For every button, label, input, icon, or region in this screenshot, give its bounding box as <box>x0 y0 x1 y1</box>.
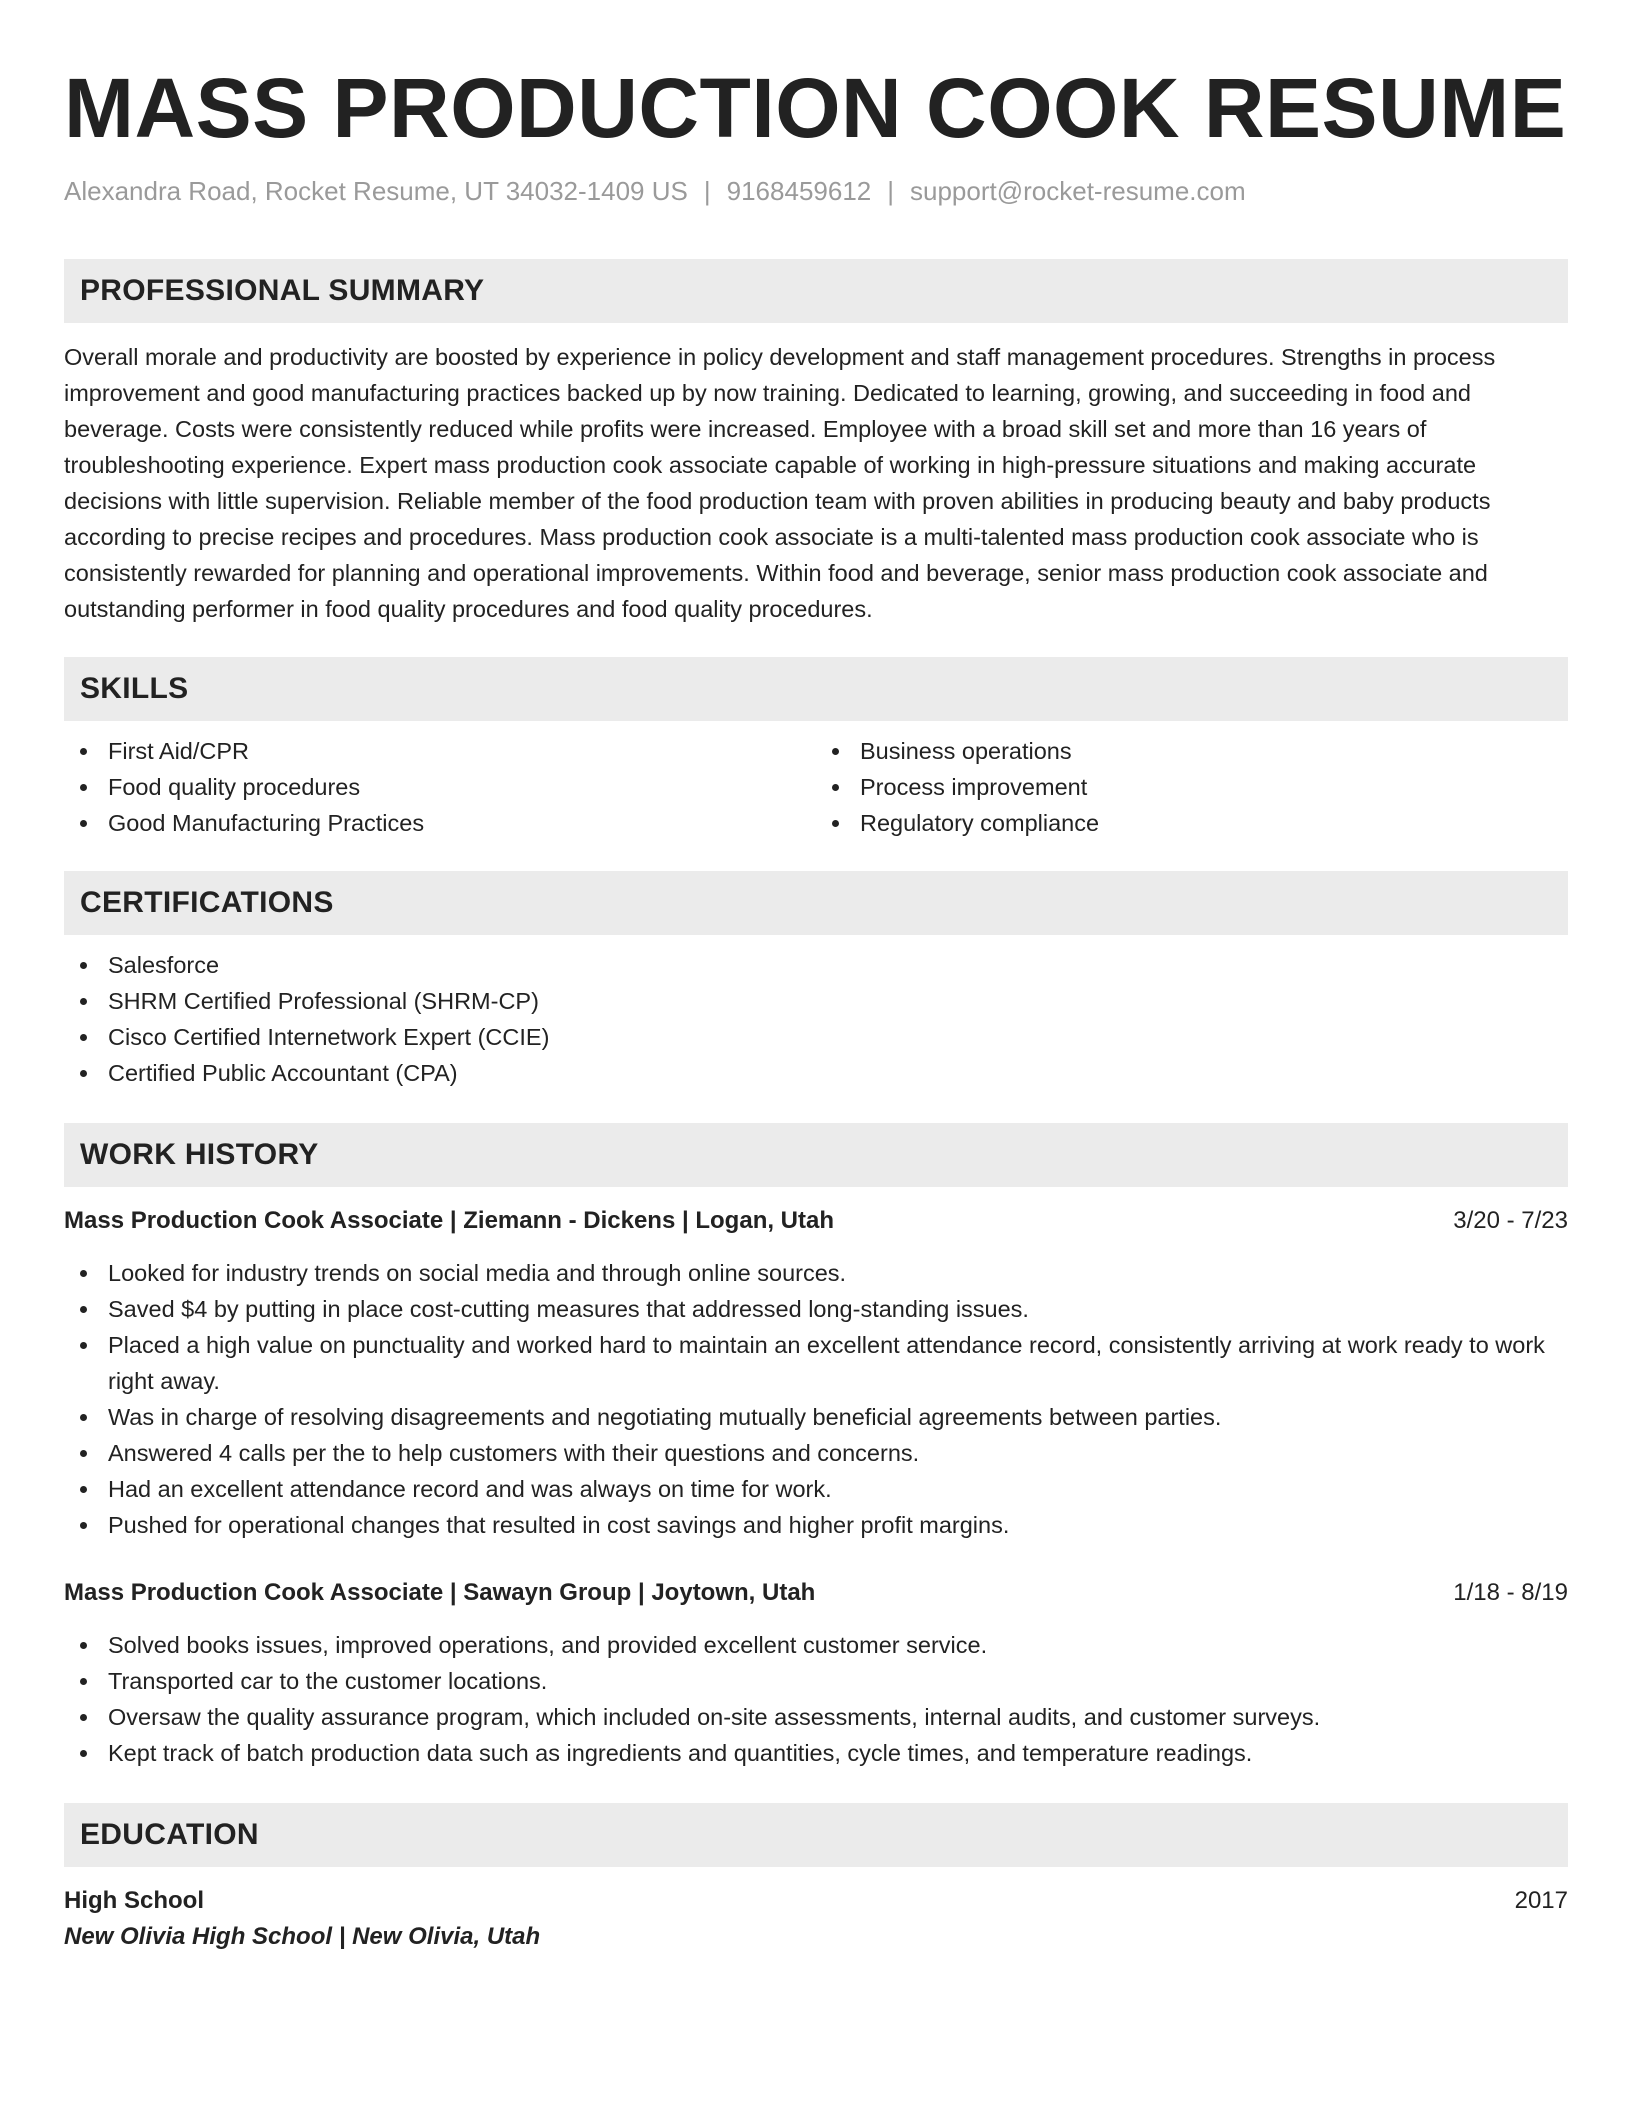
education-header <box>64 1883 1568 1919</box>
job-bullet: Looked for industry trends on social media and through online sources. <box>64 1255 1568 1291</box>
skills-column-right <box>816 733 1568 841</box>
contact-separator: | <box>703 176 711 206</box>
skills-column-left <box>64 733 816 841</box>
contact-separator: | <box>887 176 895 206</box>
section-header-education: EDUCATION <box>64 1803 1568 1867</box>
skill-item: Regulatory compliance <box>816 805 1568 841</box>
certification-item: Cisco Certified Internetwork Expert (CCIE) <box>64 1019 1568 1055</box>
job-title: Mass Production Cook Associate | Ziemann - Dickens | Logan, Utah <box>64 1207 835 1234</box>
job-bullet: Kept track of batch production data such as ingredients and quantities, cycle times, and temperature readings. <box>64 1735 1568 1771</box>
certification-item: Salesforce <box>64 947 1568 983</box>
job-bullets <box>64 1255 1568 1543</box>
education-degree: High School <box>64 1887 204 1914</box>
job-dates: 3/20 - 7/23 <box>1453 1207 1568 1234</box>
contact-line <box>64 174 1568 208</box>
education-year: 2017 <box>1514 1887 1568 1914</box>
section-header-work-history: WORK HISTORY <box>64 1123 1568 1187</box>
job-header <box>64 1203 1568 1239</box>
job-bullet: Solved books issues, improved operations, and provided excellent customer service. <box>64 1627 1568 1663</box>
section-header-certifications: CERTIFICATIONS <box>64 871 1568 935</box>
skill-item: Process improvement <box>816 769 1568 805</box>
job-bullet: Had an excellent attendance record and was always on time for work. <box>64 1471 1568 1507</box>
certifications-list <box>64 947 1568 1091</box>
skill-item: First Aid/CPR <box>64 733 816 769</box>
job-bullets <box>64 1627 1568 1771</box>
job-bullet: Placed a high value on punctuality and worked hard to maintain an excellent attendance record, consistently arriving at work ready to work right away. <box>64 1327 1568 1399</box>
contact-phone: 9168459612 <box>726 176 872 206</box>
skills-grid <box>64 733 1568 841</box>
skills-list-right <box>816 733 1568 841</box>
summary-text: Overall morale and productivity are boosted by experience in policy development and staff management procedures. Strengths in process improvement and good manufacturing practices backed up by now training. Dedicated to learning, growing, and succeeding in food and beverage. Costs were consistently reduced while profits were increased. Employee with a broad skill set and more than 16 years of troubleshooting experience. Expert mass production cook associate capable of working in high-pressure situations and making accurate decisions with little supervision. Reliable member of the food production team with proven abilities in producing beauty and baby products according to precise recipes and procedures. Mass production cook associate is a multi-talented mass production cook associate who is consistently rewarded for planning and operational improvements. Within food and beverage, senior mass production cook associate and outstanding performer in food quality procedures and food quality procedures. <box>64 344 1496 622</box>
job-bullet: Answered 4 calls per the to help customers with their questions and concerns. <box>64 1435 1568 1471</box>
contact-address: Alexandra Road, Rocket Resume, UT 34032-1409 US <box>64 176 688 206</box>
job-bullet: Pushed for operational changes that resulted in cost savings and higher profit margins. <box>64 1507 1568 1543</box>
job-bullet: Oversaw the quality assurance program, which included on-site assessments, internal audits, and customer surveys. <box>64 1699 1568 1735</box>
skill-item: Food quality procedures <box>64 769 816 805</box>
education-school: New Olivia High School | New Olivia, Utah <box>64 1923 541 1950</box>
contact-email: support@rocket-resume.com <box>910 176 1246 206</box>
job-dates: 1/18 - 8/19 <box>1453 1579 1568 1606</box>
job-bullet: Saved $4 by putting in place cost-cutting measures that addressed long-standing issues. <box>64 1291 1568 1327</box>
certification-item: Certified Public Accountant (CPA) <box>64 1055 1568 1091</box>
certification-item: SHRM Certified Professional (SHRM-CP) <box>64 983 1568 1019</box>
job-bullet: Was in charge of resolving disagreements and negotiating mutually beneficial agreements between parties. <box>64 1399 1568 1435</box>
job-title: Mass Production Cook Associate | Sawayn Group | Joytown, Utah <box>64 1579 816 1606</box>
skills-list-left <box>64 733 816 841</box>
job-header <box>64 1575 1568 1611</box>
skill-item: Business operations <box>816 733 1568 769</box>
skill-item: Good Manufacturing Practices <box>64 805 816 841</box>
resume-title: MASS PRODUCTION COOK RESUME <box>64 61 1567 155</box>
section-header-skills: SKILLS <box>64 657 1568 721</box>
job-bullet: Transported car to the customer locations. <box>64 1663 1568 1699</box>
section-header-summary: PROFESSIONAL SUMMARY <box>64 259 1568 323</box>
